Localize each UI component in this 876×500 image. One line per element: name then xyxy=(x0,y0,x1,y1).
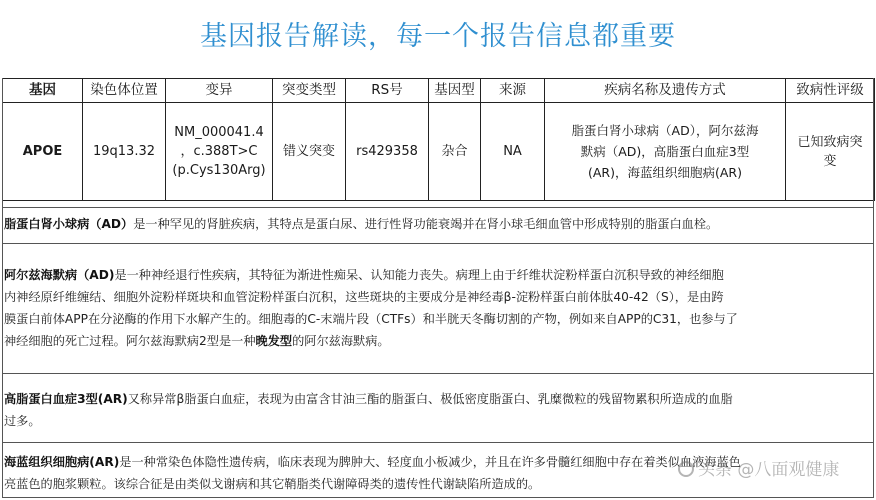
cell-disease xyxy=(545,103,786,201)
paragraph-text: 神经细胞的死亡过程。阿尔兹海默病2型是一种 xyxy=(4,334,256,348)
cell-source: NA xyxy=(481,103,545,201)
paragraph-text: 是一种常染色体隐性遗传病，临床表现为脾肿大、轻度血小板减少，并且在许多骨髓红细胞中存在着类似血液海蓝色 xyxy=(119,455,741,469)
paragraph-text: 是一种神经退行性疾病，其特征为渐进性痴呆、认知能力丧失。病理上由于纤维状淀粉样蛋白沉积导致的神经细胞 xyxy=(114,268,724,282)
paragraph-term: 阿尔兹海默病（AD) xyxy=(4,268,115,282)
rating-line-2: 变 xyxy=(823,153,837,169)
paragraph-line xyxy=(4,264,872,286)
header-genotype: 基因型 xyxy=(429,79,481,103)
cell-mutation-type: 错义突变 xyxy=(273,103,346,201)
divider xyxy=(2,497,874,498)
rating-line-1: 已知致病突 xyxy=(797,134,863,150)
divider xyxy=(2,442,874,443)
cell-rating xyxy=(786,103,875,201)
paragraph-line: 过多。 xyxy=(4,414,41,428)
table-header-row xyxy=(3,79,875,103)
paragraph-line: 内神经原纤维缠结、细胞外淀粉样斑块和血管淀粉样蛋白沉积，这些斑块的主要成分是神经毒β-淀粉样蛋白前体肽40-42（S），是由跨 xyxy=(4,290,724,304)
paragraph-hyperlipoproteinemia xyxy=(4,388,872,432)
page-title: 基因报告解读，每一个报告信息都重要 xyxy=(200,21,676,52)
header-rs: RS号 xyxy=(346,79,429,103)
paragraph-text: 是一种罕见的肾脏疾病，其特点是蛋白尿、进行性肾功能衰竭并在肾小球毛细血管中形成特别的脂蛋白血栓。 xyxy=(133,217,719,231)
gene-report-table xyxy=(2,78,875,201)
header-gene: 基因 xyxy=(3,79,83,103)
header-disease: 疾病名称及遗传方式 xyxy=(545,79,786,103)
cell-chromosome: 19q13.32 xyxy=(83,103,166,201)
watermark-logo-icon xyxy=(678,461,694,477)
paragraph-line xyxy=(4,330,872,352)
header-chromosome: 染色体位置 xyxy=(83,79,166,103)
paragraph-text: 又称异常β脂蛋白血症，表现为由富含甘油三酯的脂蛋白、极低密度脂蛋白、乳糜微粒的残留物累积所造成的血脂 xyxy=(127,392,733,406)
table-row xyxy=(3,103,875,201)
paragraph-alzheimer xyxy=(4,264,872,352)
cell-gene: APOE xyxy=(3,103,83,201)
cell-genotype: 杂合 xyxy=(429,103,481,201)
paragraph-line xyxy=(4,388,872,410)
watermark xyxy=(678,455,839,480)
left-border xyxy=(2,78,3,498)
watermark-text: 头条 @八面观健康 xyxy=(698,460,840,480)
disease-line-3: (AR)，海蓝组织细胞病(AR) xyxy=(588,165,742,180)
header-mutation-type: 突变类型 xyxy=(273,79,346,103)
paragraph-line: 亮蓝色的胞浆颗粒。该综合征是由类似戈谢病和其它鞘脂类代谢障碍类的遗传性代谢缺陷所造成的。 xyxy=(4,477,541,491)
paragraph-term: 脂蛋白肾小球病（AD） xyxy=(4,217,134,231)
header-rating: 致病性评级 xyxy=(786,79,875,103)
paragraph-glomerulopathy xyxy=(4,213,872,235)
paragraph-term: 高脂蛋白血症3型(AR) xyxy=(4,392,128,406)
header-variant: 变异 xyxy=(166,79,273,103)
header-source: 来源 xyxy=(481,79,545,103)
paragraph-term: 海蓝组织细胞病(AR) xyxy=(4,455,120,469)
variant-line-1: NM_000041.4 xyxy=(174,125,264,140)
cell-variant xyxy=(166,103,273,201)
paragraph-text: 的阿尔兹海默病。 xyxy=(292,334,390,348)
cell-rs: rs429358 xyxy=(346,103,429,201)
disease-line-1: 脂蛋白肾小球病（AD），阿尔兹海 xyxy=(571,123,759,138)
variant-line-3: (p.Cys130Arg) xyxy=(172,163,266,178)
right-border xyxy=(873,78,874,498)
divider xyxy=(2,207,874,208)
divider xyxy=(2,373,874,374)
paragraph-term: 晚发型 xyxy=(255,334,293,348)
paragraph-line: 膜蛋白前体APP在分泌酶的作用下水解产生的。细胞毒的C-末端片段（CTFs）和半胱天冬酶切割的产物，例如来自APP的C31，也参与了 xyxy=(4,312,738,326)
variant-line-2: ，c.388T>C xyxy=(180,144,258,159)
disease-line-2: 默病（AD)，高脂蛋白血症3型 xyxy=(580,144,750,159)
divider xyxy=(2,243,874,244)
